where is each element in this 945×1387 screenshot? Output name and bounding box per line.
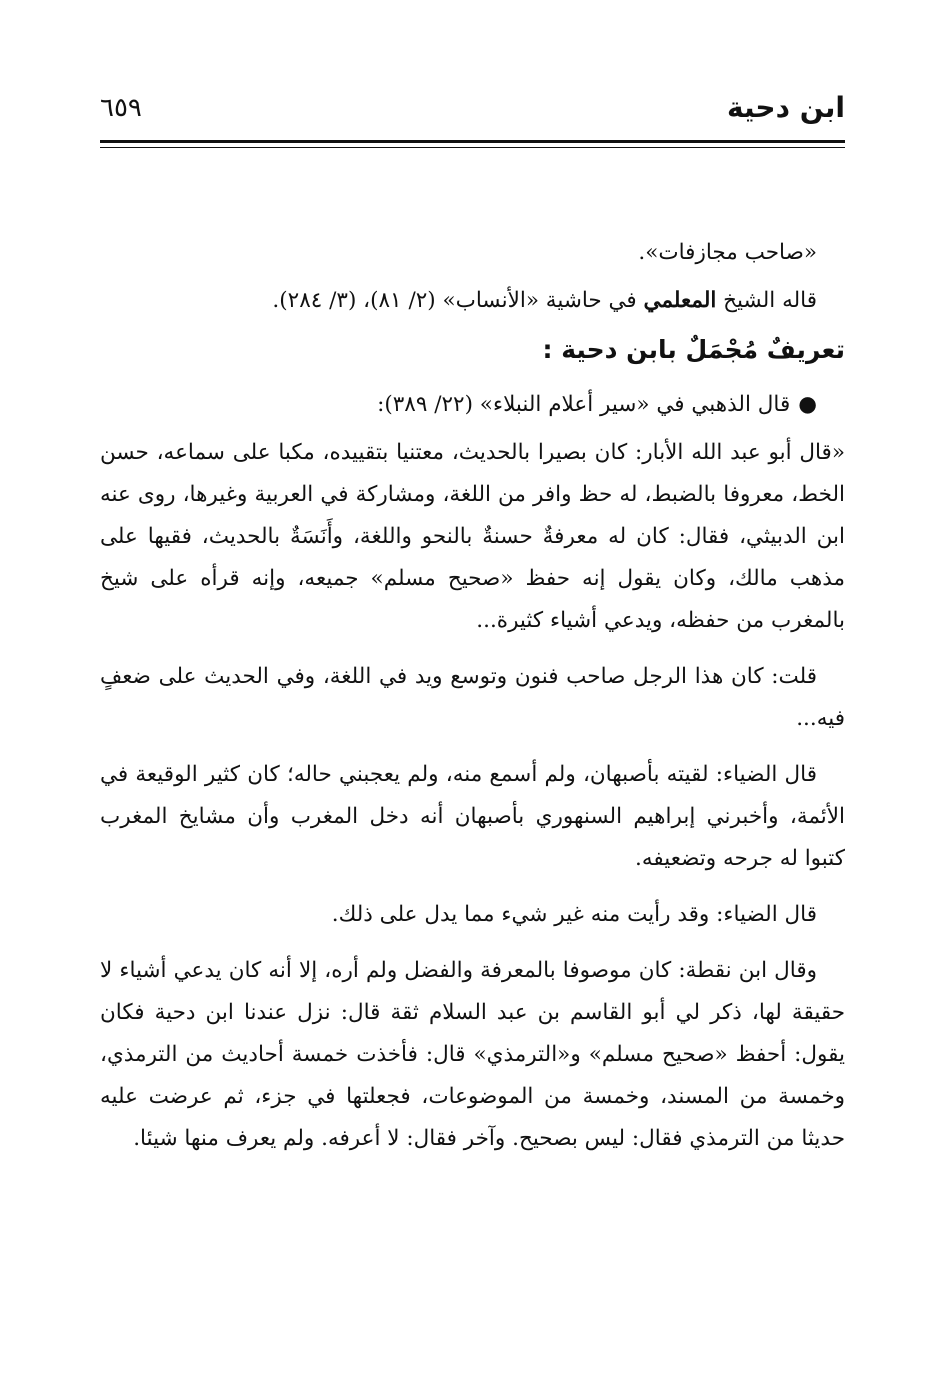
running-title: ابن دحية — [726, 91, 845, 124]
section-heading: تعريفٌ مُجْمَلٌ بابن دحية : — [542, 335, 845, 364]
header-rule-thick — [100, 140, 845, 143]
source-paragraph — [100, 384, 845, 426]
dhahabi-comment-paragraph: قلت: كان هذا الرجل صاحب فنون وتوسع ويد في اللغة، وفي الحديث على ضعفٍ فيه... — [100, 664, 845, 731]
page-body — [100, 232, 845, 1174]
bullet-icon: ● — [798, 392, 817, 417]
page-number: ٦٥٩ — [100, 93, 142, 123]
citation-scholar-name: المعلمي — [643, 288, 717, 313]
page-header — [100, 86, 845, 130]
citation-paragraph — [100, 280, 845, 322]
header-rule-thin — [100, 147, 845, 148]
citation-text-before: قاله الشيخ — [716, 288, 817, 313]
citation-text-after: في حاشية «الأنساب» (٢/ ٨١)، (٣/ ٢٨٤). — [272, 288, 644, 313]
abbar-quote-paragraph: «قال أبو عبد الله الأبار: كان بصيرا بالحديث، معتنيا بتقييده، مكبا على سماعه، حسن الخط، معروفا بالضبط، له حظ وافر من اللغة، ومشاركة في العربية وغيرها، روى عنه ابن الدبيثي، فقال: كان له معرفةٌ حسنةٌ بالنحو واللغة، وأَنَسَةٌ بالحديث، فقيها على مذهب مالك، وكان يقول إنه حفظ «صحيح مسلم» جميعه، وإنه قرأه على شيخ بالمغرب من حفظه، ويدعي أشياء كثيرة... — [100, 440, 845, 633]
quote-paragraph: «صاحب مجازفات». — [638, 240, 817, 265]
diya-second-paragraph: قال الضياء: وقد رأيت منه غير شيء مما يدل على ذلك. — [331, 902, 817, 927]
ibn-nuqta-paragraph: وقال ابن نقطة: كان موصوفا بالمعرفة والفضل ولم أره، إلا أنه كان يدعي أشياء لا حقيقة لها، ذكر لي أبو القاسم بن عبد السلام ثقة قال: نزل عندنا ابن دحية فكان يقول: أحفظ «صحيح مسلم» و«الترمذي» قال: فأخذت خمسة أحاديث من الترمذي، وخمسة من المسند، وخمسة من الموضوعات، فجعلتها في جزء، ثم عرضت عليه حديثا من الترمذي فقال: ليس بصحيح. وآخر فقال: لا أعرفه. ولم يعرف منها شيئا. — [100, 958, 845, 1151]
diya-paragraph: قال الضياء: لقيته بأصبهان، ولم أسمع منه، ولم يعجبني حاله؛ كان كثير الوقيعة في الأئمة، وأخبرني إبراهيم السنهوري بأصبهان أنه دخل المغرب وأن مشايخ المغرب كتبوا له جرحه وتضعيفه. — [100, 762, 845, 871]
source-text: قال الذهبي في «سير أعلام النبلاء» (٢٢/ ٣٨٩): — [377, 392, 791, 417]
